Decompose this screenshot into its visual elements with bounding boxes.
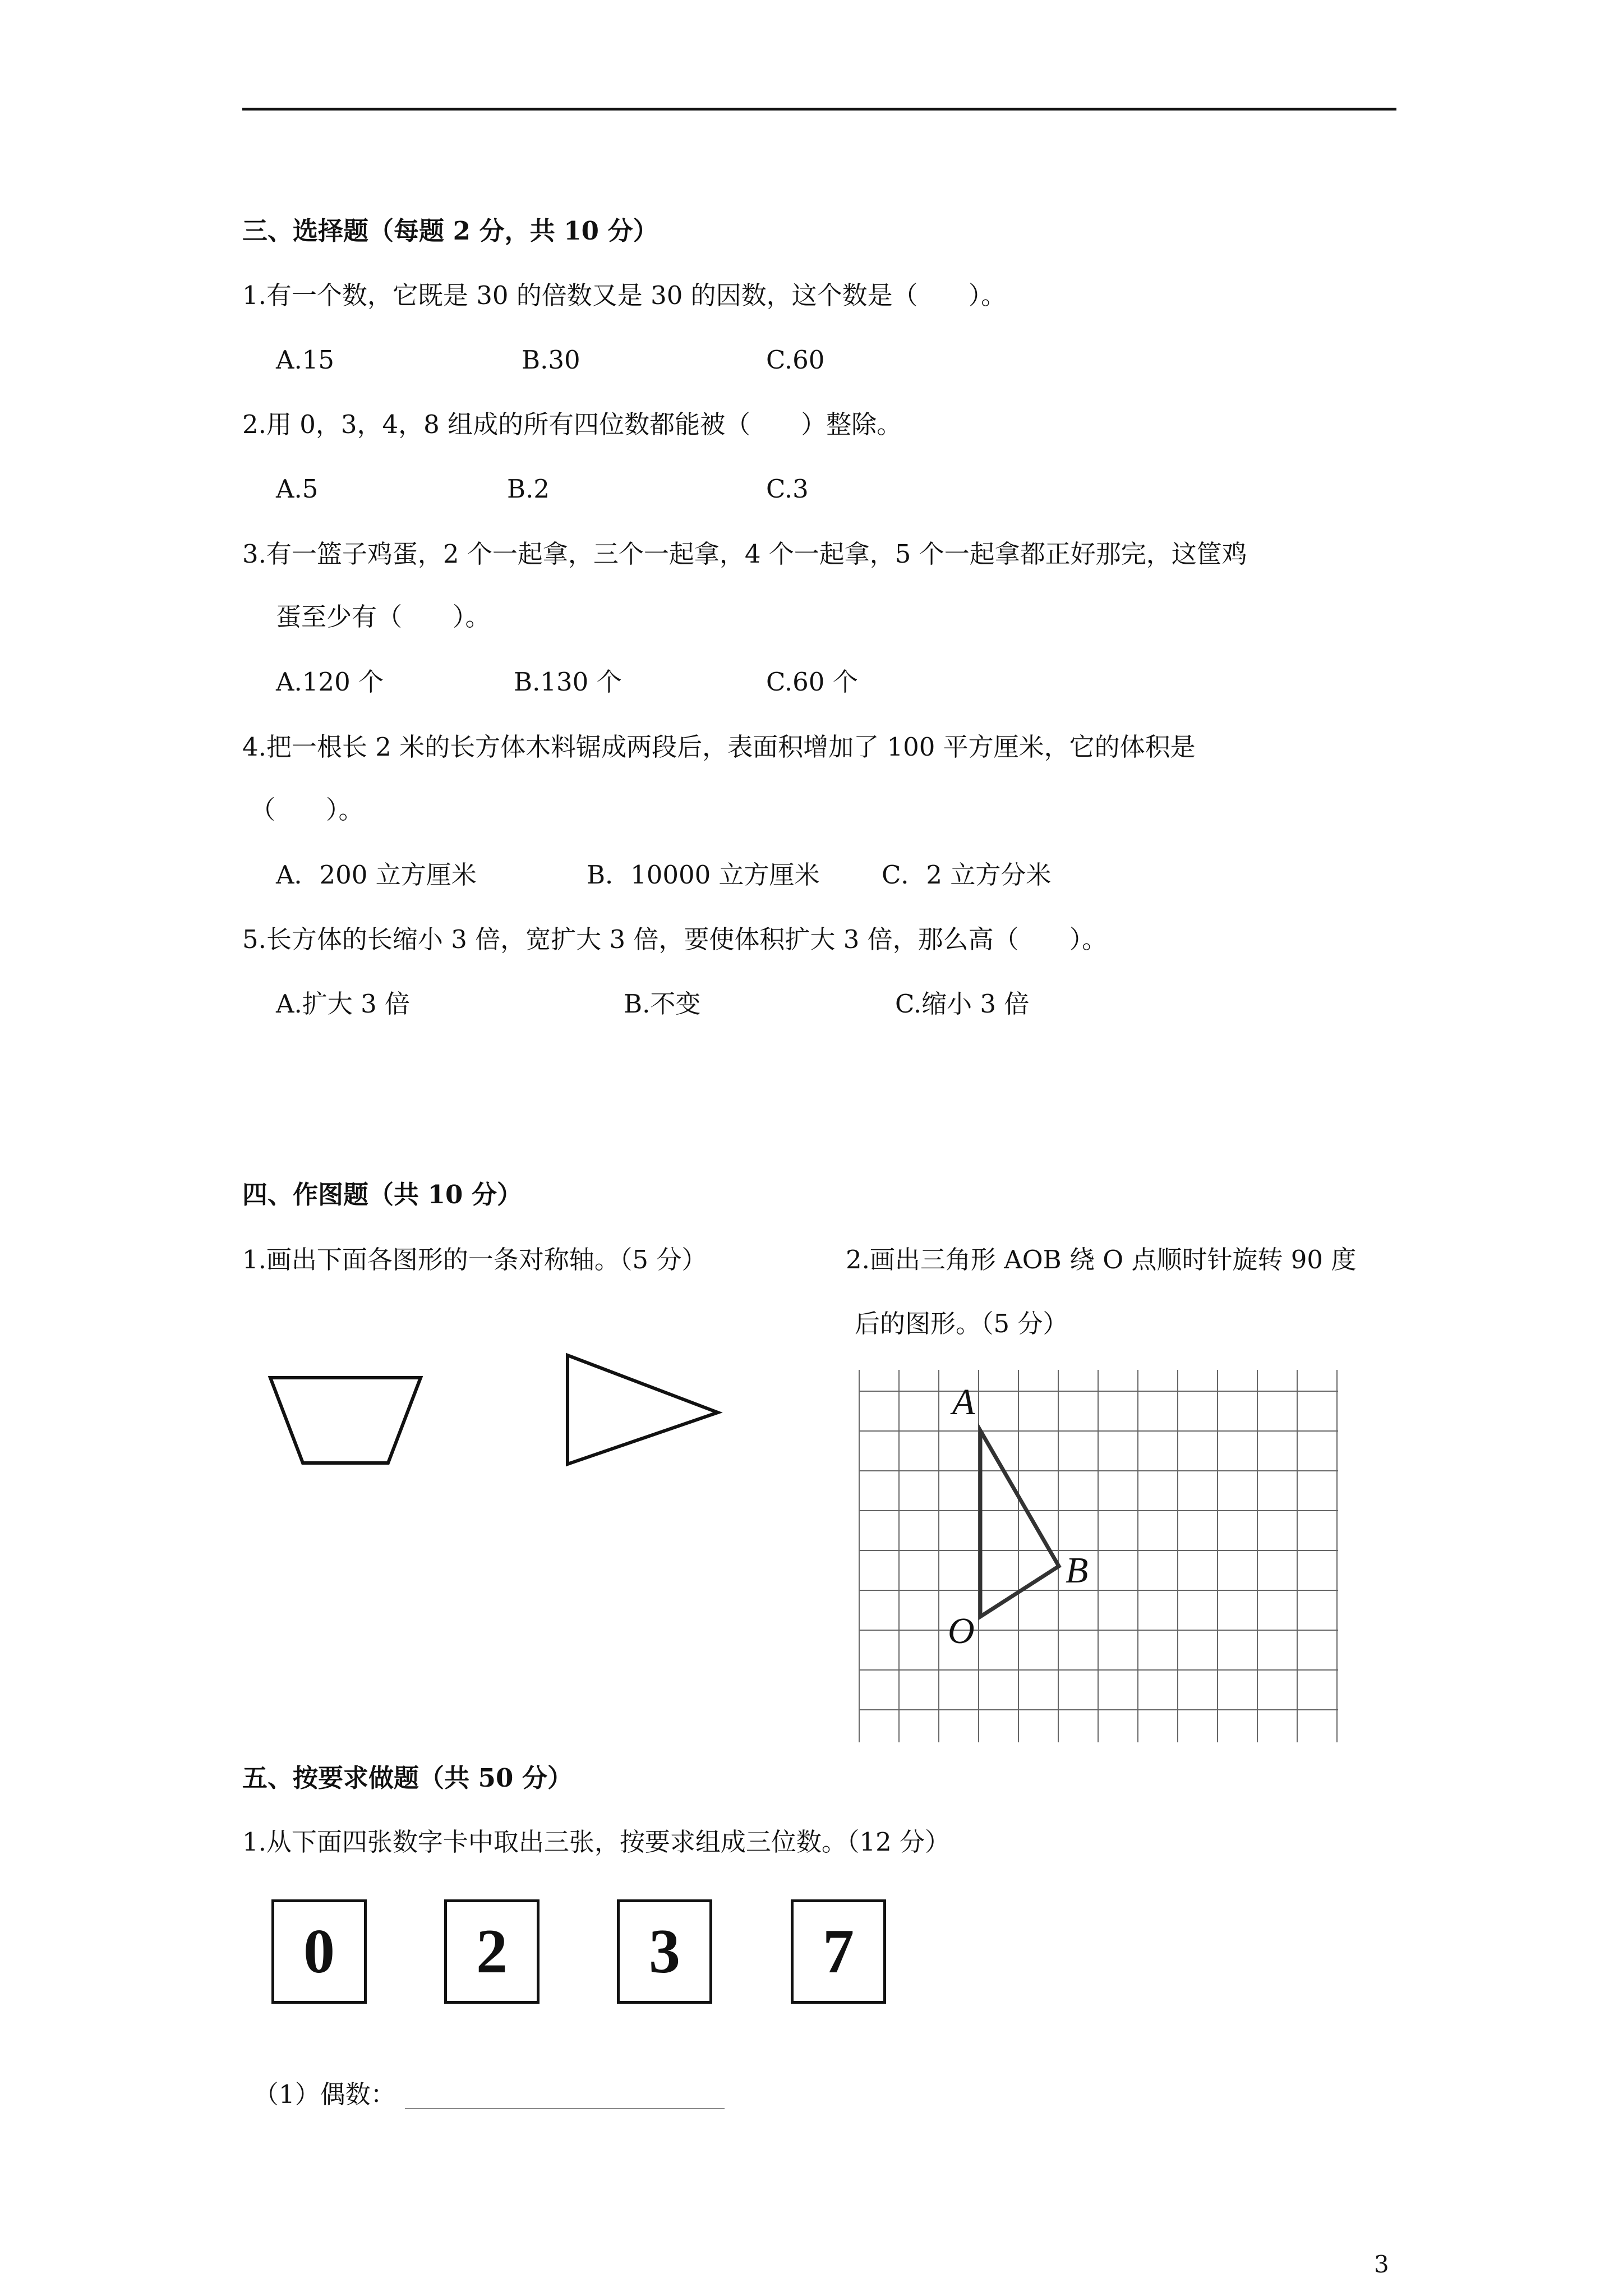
drawing-question-2-line2: 后的图形。（5 分） [855, 1309, 1068, 1338]
header-rule [242, 108, 1396, 111]
point-a-label: A [952, 1382, 975, 1423]
q2-option-c: C.3 [766, 474, 809, 504]
question-1: 1.有一个数，它既是 30 的倍数又是 30 的因数，这个数是（ ）。 [242, 280, 1007, 310]
section5-question-1: 1.从下面四张数字卡中取出三张，按要求组成三位数。（12 分） [242, 1827, 951, 1857]
point-o-label: O [948, 1611, 975, 1651]
q4-option-a: A．200 立方厘米 [276, 860, 477, 890]
answer-blank[interactable] [405, 2108, 725, 2109]
q3-option-c: C.60 个 [766, 667, 858, 697]
q1-option-c: C.60 [766, 345, 825, 375]
section3-heading: 三、选择题（每题 2 分，共 10 分） [242, 216, 658, 246]
grid-lines [858, 1369, 1340, 1745]
q1-option-b: B.30 [522, 345, 580, 375]
question-2: 2.用 0，3，4，8 组成的所有四位数都能被（ ）整除。 [242, 409, 902, 439]
drawing-question-1: 1.画出下面各图形的一条对称轴。（5 分） [242, 1245, 707, 1274]
trapezoid-figure [264, 1369, 432, 1475]
q3-option-a: A.120 个 [276, 667, 384, 697]
sub-question-even: （1）偶数： [253, 2079, 396, 2109]
q2-option-a: A.5 [276, 474, 319, 504]
triangle-aob [980, 1430, 1059, 1617]
page-number: 3 [1374, 2251, 1389, 2278]
question-5: 5.长方体的长缩小 3 倍，宽扩大 3 倍，要使体积扩大 3 倍，那么高（ ）。 [242, 924, 1108, 954]
q4-option-c: C．2 立方分米 [882, 860, 1052, 890]
question-3-line2: 蛋至少有（ ）。 [276, 602, 491, 632]
digit-card-3: 3 [617, 1899, 712, 2004]
section4-heading: 四、作图题（共 10 分） [242, 1180, 522, 1209]
q5-option-b: B.不变 [624, 989, 701, 1019]
digit-card-2: 2 [444, 1899, 540, 2004]
question-3-line1: 3.有一篮子鸡蛋，2 个一起拿，三个一起拿，4 个一起拿，5 个一起拿都正好那完，这筐鸡 [242, 539, 1247, 569]
q1-option-a: A.15 [276, 345, 335, 375]
question-4-line2: （ ）。 [250, 795, 364, 825]
rotation-grid [858, 1369, 1340, 1745]
digit-card-0: 0 [271, 1899, 367, 2004]
q4-option-b: B．10000 立方厘米 [587, 860, 820, 890]
section5-heading: 五、按要求做题（共 50 分） [242, 1763, 573, 1793]
triangle-figure [561, 1346, 729, 1481]
digit-card-7: 7 [791, 1899, 886, 2004]
q5-option-c: C.缩小 3 倍 [895, 989, 1030, 1019]
drawing-question-2-line1: 2.画出三角形 AOB 绕 O 点顺时针旋转 90 度 [846, 1245, 1357, 1274]
q3-option-b: B.130 个 [514, 667, 622, 697]
q2-option-b: B.2 [507, 474, 550, 504]
point-b-label: B [1066, 1550, 1089, 1591]
q5-option-a: A.扩大 3 倍 [276, 989, 411, 1019]
question-4-line1: 4.把一根长 2 米的长方体木料锯成两段后，表面积增加了 100 平方厘米，它的体积是 [242, 732, 1196, 762]
